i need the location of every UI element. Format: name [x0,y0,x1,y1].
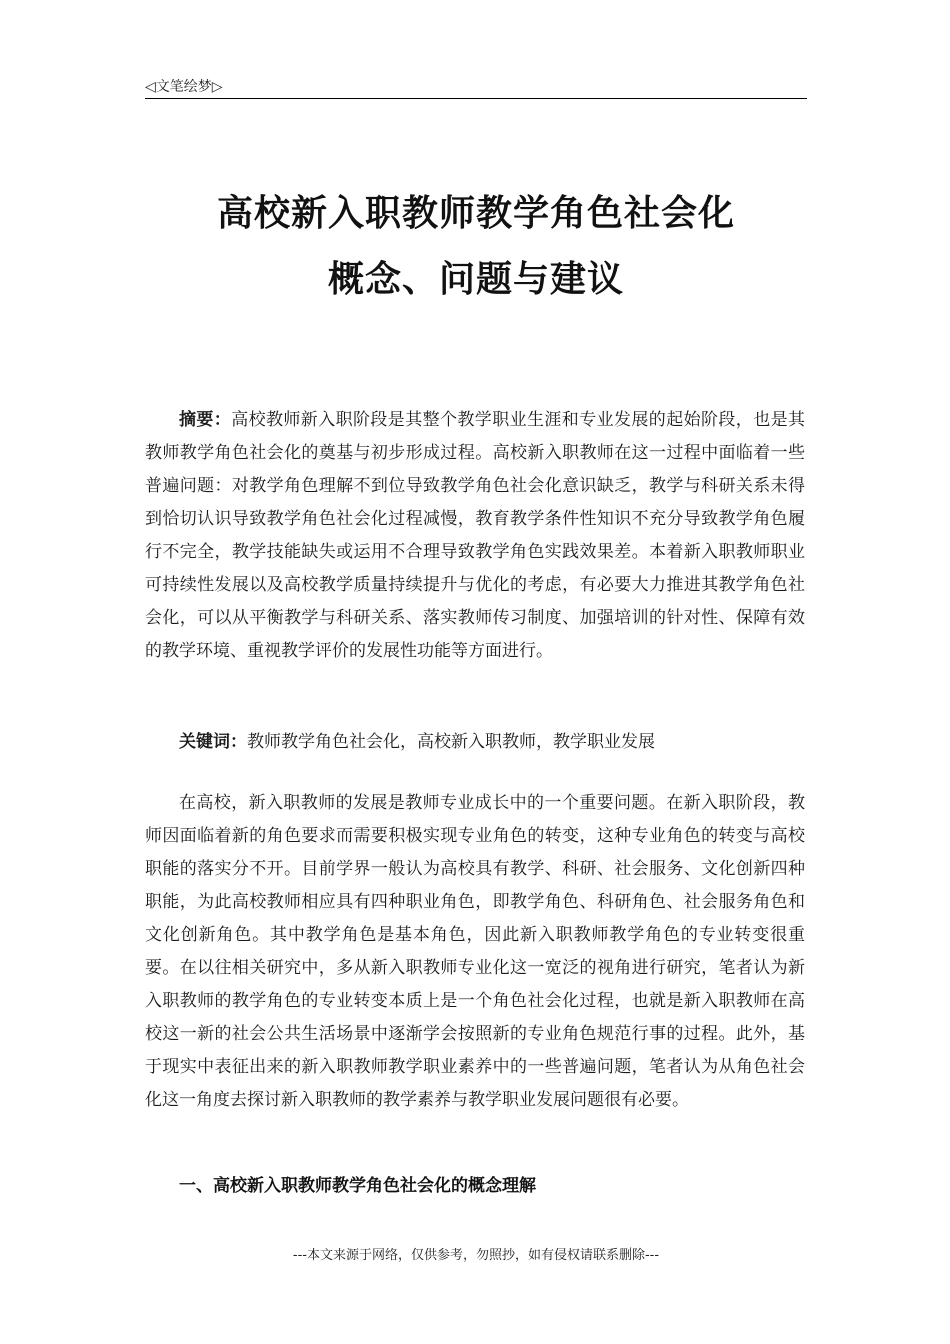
keywords-text: 教师教学角色社会化，高校新入职教师，教学职业发展 [247,732,655,752]
intro-paragraph: 在高校，新入职教师的发展是教师专业成长中的一个重要问题。在新入职阶段，教师因面临着新的角色要求而需要积极实现专业角色的转变，这种专业角色的转变与高校职能的落实分不开。目前学界一般认为高校具有教学、科研、社会服务、文化创新四种职能，为此高校教师相应具有四种职业角色，即教学角色、科研角色、社会服务角色和文化创新角色。其中教学角色是基本角色，因此新入职教师教学角色的专业转变很重要。在以往相关研究中，多从新入职教师专业化这一宽泛的视角进行研究，笔者认为新入职教师的教学角色的专业转变本质上是一个角色社会化过程，也就是新入职教师在高校这一新的社会公共生活场景中逐渐学会按照新的专业角色规范行事的过程。此外，基于现实中表征出来的新入职教师教学职业素养中的一些普遍问题，笔者认为从角色社会化这一角度去探讨新入职教师的教学素养与教学职业发展问题很有必要。 [145,793,805,1110]
title-line-2: 概念、问题与建议 [327,259,624,300]
abstract-label: 摘要： [179,410,232,430]
section-heading-1: 一、高校新入职教师教学角色社会化的概念理解 [179,1176,536,1196]
page-footer: ---本文来源于网络，仅供参考，勿照抄，如有侵权请联系删除--- [292,1248,660,1263]
abstract-text: 高校教师新入职阶段是其整个教学职业生涯和专业发展的起始阶段，也是其教师教学角色社会化的奠基与初步形成过程。高校新入职教师在这一过程中面临着一些普遍问题：对教学角色理解不到位导致教学角色社会化意识缺乏，教学与科研关系未得到恰切认识导致教学角色社会化过程减慢，教育教学条件性知识不充分导致教学角色履行不完全，教学技能缺失或运用不合理导致教学角色实践效果差。本着新入职教师职业可持续性发展以及高校教学质量持续提升与优化的考虑，有必要大力推进其教学角色社会化，可以从平衡教学与科研关系、落实教师传习制度、加强培训的针对性、保障有效的教学环境、重视教学评价的发展性功能等方面进行。 [145,410,806,661]
title-line-1: 高校新入职教师教学角色社会化 [216,193,735,234]
keywords-paragraph [145,726,805,759]
keywords-label: 关键词： [179,732,247,752]
page-header [145,70,807,99]
abstract-paragraph [145,404,805,668]
header-text: ◁文笔绘梦▷ [145,79,223,95]
